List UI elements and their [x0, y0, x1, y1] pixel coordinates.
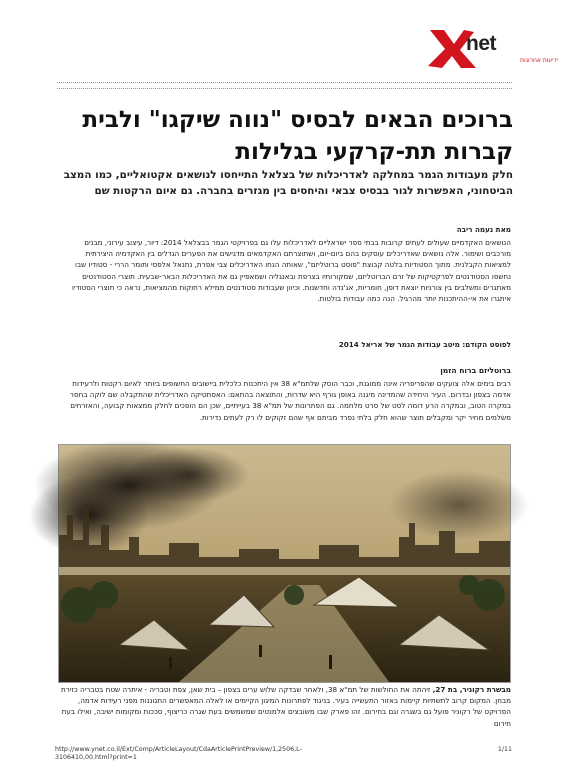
- section-lead: מבשרת רקוניר, בת 27,: [432, 685, 511, 694]
- ynet-logo[interactable]: [424, 26, 559, 72]
- article-subtitle: חלק מעבודות הגמר במחלקה לאדריכלות של בצלאל התייחסו לנושאים אקטואליים, כמו המצב הביטחוני, האפשרות לגור בבסיס צבאי והיחסים בין מגזרים בחברה. גם איום הרקטות שם: [63, 169, 513, 197]
- section-heading: ברוטליזם ברוח הזמן: [440, 366, 511, 375]
- header-divider-2: [57, 88, 512, 89]
- section-body-2: [58, 684, 511, 729]
- article-author: מאת נעמה ריבה: [456, 225, 511, 234]
- article-photo: [58, 444, 511, 683]
- article-title: ברוכים הבאים לבסיס "נווה שיקגו" ולבית קברות תת-קרקעי בגלילות: [82, 107, 513, 165]
- logo-brand-text: net: [466, 32, 496, 55]
- section-body-text: זיהתה את החולשות של תמ"א 38, ולאחר שבדקה שלוש ערים בצפון – בית שאן, צפת וטבריה - איתרה שטח בטבריה כזירת מבחן. המקום קרוב לתשתיות קיימות באזור התעשייה בעיר. בניגוד לפתרונות המיגון הקיימים או לאלה המאפשרים התגוננות מפני רעידות אדמה, הפרויקט של רקוניר פועל גם בשגרה וגם בחירום. זהו פארק שבו משובצים אלמנטים שמשמשים בעת שגרה כריצוף, סככות ומקומות ישיבה, ואילו בעת חירום: [61, 685, 511, 728]
- section-body: רבים בימים אלה צועקים שהפריפריה אינה ממוגנת, וכבר הוסק שלתמ"א 38 אין היתכנות כלכלית ביישובים החשופים ביותר לאיום רקטות ולרעידות אדמה בצפון ובדרום. העיר היחידה שהמדינה מיגנה באופן גורף היא שדרות, והתוצאה בהתאם: האסתטיקה האדריכלית שהתקבלה שם לוקה בחסר במקרה הטוב, ובמקרה הרע דומה לסט של סרט מלחמה. גם הפתרונות של תמ"א 38 בעייתיים, שכן הם הופכים לחלק ממצאות קבועה, והאזרחים משלמים מחיר יקר ומקבלים תוצר שהוא חלק בלתי נפרד מביתם אף שהם זקוקים לו רק לעתים נדירות.: [69, 379, 511, 422]
- previous-post-link[interactable]: לפוסט הקודם: מיטב עבודות הגמר של אריאל 2014: [338, 340, 511, 349]
- header-divider: [57, 82, 512, 83]
- logo-tagline: ידיעות אחרונות: [520, 57, 559, 64]
- article-intro: הנושאים האקדמיים שעולים לעתים קרובות בבתי ספר ישראליים לאדריכלות עלו גם בפרויקטי הגמר בבצלאל 2014: דיור, עיצוב עירוני, מבנים מורכבים ושימור. אלה נושאים שאדריכלים עוסקים בהם ביום-יום, ושתוצרתם האקדמאים מדגישים את הפערים הגדלים בין האקדמיה היצירתית למציאות הקבלנית. מתוך הסטודיות בלטה קבוצת "פוסט ברוטליזם", שאותה הנחו האדריכלים צבי אפרת, נתנאל אלפסי ותומר הררי - סטודיו שבו נחשפו הסטודנטים לפרקטיקות של זרם הברוטליזם, שמקורותיו בצרפת ובאנגליה ושמאפיין גם את האדריכלות הבאר-שבעית. תוצרי הסטודנטים מאתגרים ומשלבים בין צורניות יוצאת דופן, חומריות, אג'נדה וחדשנות. וכיוון שעבודות סטודנטים ממילא רחוקות מהמציאות, נראה כי תוצרי הסטודיו איתגרו את אי-ההיתכנות יותר מהרגיל. הנה כמה עבודות בולטות.: [72, 238, 511, 304]
- footer-url[interactable]: http://www.ynet.co.il/Ext/Comp/ArticleLayout/CdaArticlePrintPreview/1,2506,L-3106410,00.html?print=1: [55, 746, 302, 761]
- page-number: 1/11: [497, 746, 512, 753]
